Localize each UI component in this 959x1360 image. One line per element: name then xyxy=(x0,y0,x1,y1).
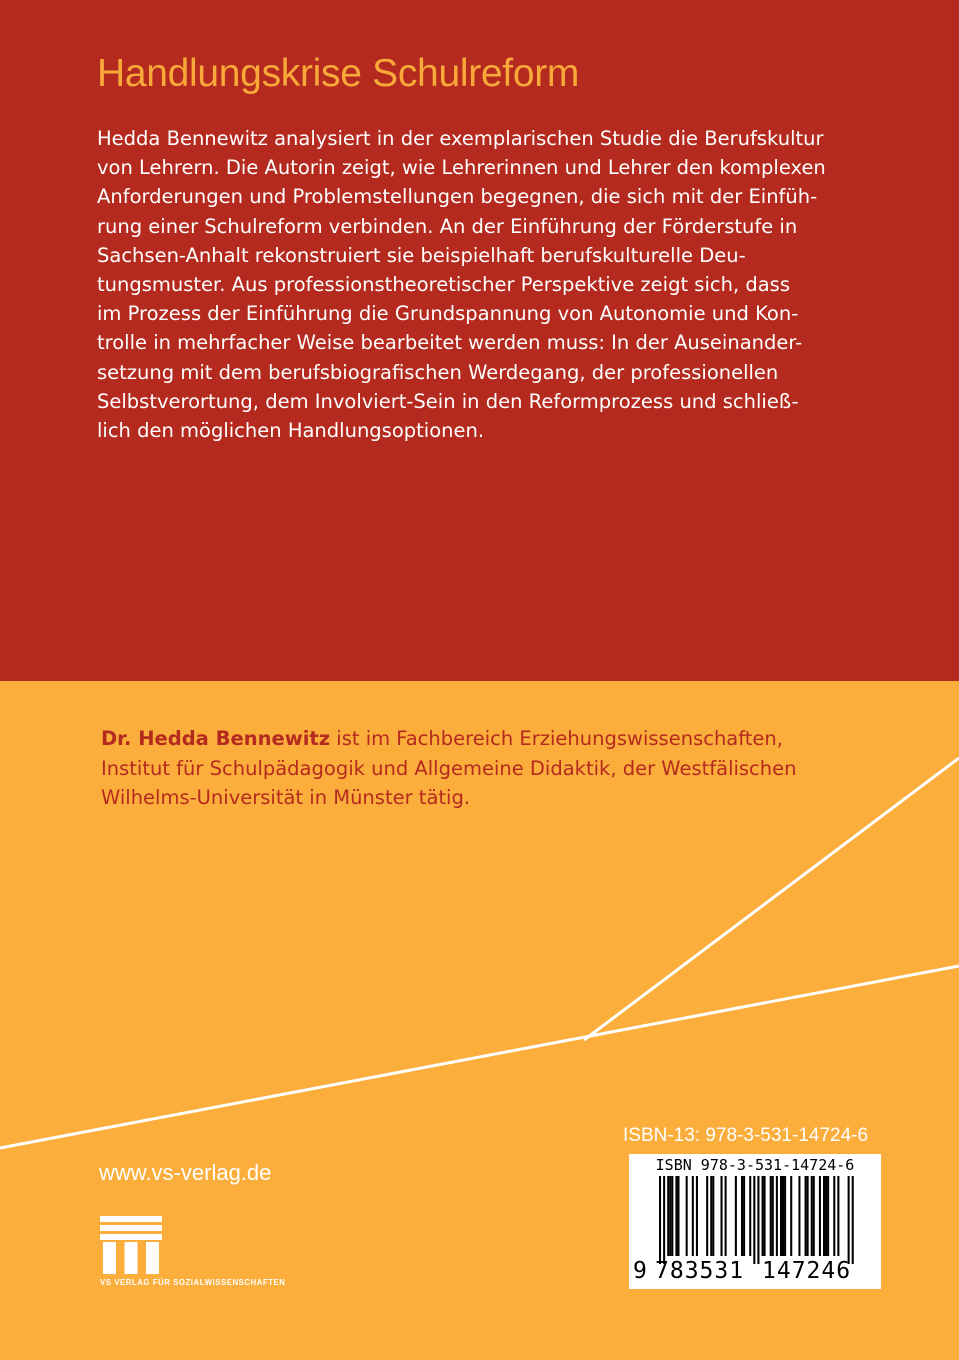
barcode-bar xyxy=(669,1176,671,1256)
barcode-bar xyxy=(706,1176,708,1256)
barcode-bar xyxy=(710,1176,712,1256)
barcode-bar xyxy=(741,1176,743,1256)
barcode-bar xyxy=(696,1176,698,1256)
barcode-isbn-text: ISBN 978-3-531-14724-6 xyxy=(655,1156,855,1174)
barcode-bar xyxy=(798,1176,800,1256)
barcode-digits-right: 147246 xyxy=(762,1258,852,1284)
author-bio-line1-rest: ist im Fachbereich Erziehungswissenschaften, xyxy=(330,727,783,750)
barcode-icon xyxy=(635,1176,875,1264)
barcode-bar xyxy=(675,1176,677,1256)
barcode-bar xyxy=(770,1176,772,1256)
barcode-bar xyxy=(735,1176,737,1256)
barcode-bar xyxy=(692,1176,694,1256)
barcode-bar xyxy=(825,1176,827,1256)
publisher-name: VS VERLAG FÜR SOZIALWISSENSCHAFTEN xyxy=(100,1278,286,1287)
author-bio-line xyxy=(101,724,861,754)
diagonal-line-lower xyxy=(0,966,959,1148)
author-name: Dr. Hedda Bennewitz xyxy=(101,727,331,750)
barcode-bar xyxy=(762,1176,764,1256)
barcode-bar xyxy=(807,1176,809,1256)
barcode-bar xyxy=(782,1176,784,1256)
barcode-bar xyxy=(663,1176,665,1264)
barcode-bar xyxy=(811,1176,813,1256)
barcode-bar xyxy=(677,1176,679,1256)
description-line: trolle in mehrfacher Weise bearbeitet werden muss: In der Auseinander- xyxy=(97,331,803,355)
barcode-bar xyxy=(721,1176,723,1256)
barcode-bar xyxy=(712,1176,714,1256)
author-bio-line: Wilhelms-Universität in Münster tätig. xyxy=(101,786,471,809)
barcode-bar xyxy=(753,1176,755,1264)
author-bio-line: Institut für Schulpädagogik und Allgemeine Didaktik, der Westfälischen xyxy=(101,756,797,780)
barcode-digit-first: 9 xyxy=(633,1258,647,1284)
isbn-label: ISBN-13: 978-3-531-14724-6 xyxy=(623,1125,869,1146)
barcode-bar xyxy=(805,1176,807,1256)
barcode-bar xyxy=(848,1176,850,1264)
barcode-bar xyxy=(686,1176,688,1256)
description-line: rung einer Schulreform verbinden. An der Einführung der Förderstufe in xyxy=(97,214,798,238)
book-title: Handlungskrise Schulreform xyxy=(97,52,580,95)
barcode-bar xyxy=(784,1176,786,1256)
description-line: Hedda Bennewitz analysiert in der exemplarischen Studie die Berufskultur xyxy=(97,127,824,150)
description-line: setzung mit dem berufsbiografischen Werdegang, der professionellen xyxy=(97,360,779,384)
barcode-bar xyxy=(819,1176,821,1256)
barcode-bar xyxy=(823,1176,825,1256)
barcode-bar xyxy=(776,1176,778,1256)
description-line: tungsmuster. Aus professionstheoretischer Perspektive zeigt sich, dass xyxy=(97,273,790,297)
barcode-bar xyxy=(671,1176,673,1256)
barcode-bar xyxy=(837,1176,839,1256)
barcode-bar xyxy=(764,1176,766,1256)
barcode-bar xyxy=(749,1176,751,1256)
barcode-bar xyxy=(827,1176,829,1256)
vs-verlag-logo-icon xyxy=(100,1216,162,1274)
description-line: lich den möglichen Handlungsoptionen. xyxy=(97,419,485,443)
barcode-bar xyxy=(743,1176,745,1256)
barcode-bar xyxy=(852,1176,854,1264)
barcode-bar xyxy=(790,1176,792,1256)
description-line: im Prozess der Einführung die Grundspannung von Autonomie und Kon- xyxy=(97,302,799,326)
barcode-bar xyxy=(757,1176,759,1264)
barcode-bar xyxy=(813,1176,815,1256)
barcode-digits-left: 783531 xyxy=(655,1258,745,1284)
barcode-bar xyxy=(725,1176,727,1256)
description-text xyxy=(97,124,867,445)
barcode-block xyxy=(629,1154,881,1289)
description-line: Anforderungen und Problemstellungen begegnen, die sich mit der Einfüh- xyxy=(97,185,818,209)
description-line: Sachsen-Anhalt rekonstruiert sie beispielhaft berufskulturelle Deu- xyxy=(97,243,746,267)
barcode-bar xyxy=(833,1176,835,1256)
description-line: von Lehrern. Die Autorin zeigt, wie Lehrerinnen und Lehrer den komplexen xyxy=(97,156,826,180)
publisher-url[interactable]: www.vs-verlag.de xyxy=(99,1160,272,1185)
barcode-bar xyxy=(659,1176,661,1264)
barcode-bar xyxy=(780,1176,782,1256)
author-bio xyxy=(101,724,861,813)
barcode-bar xyxy=(772,1176,774,1256)
barcode-bar xyxy=(667,1176,669,1256)
description-line: Selbstverortung, dem Involviert-Sein in den Reformprozess und schließ- xyxy=(97,389,799,413)
